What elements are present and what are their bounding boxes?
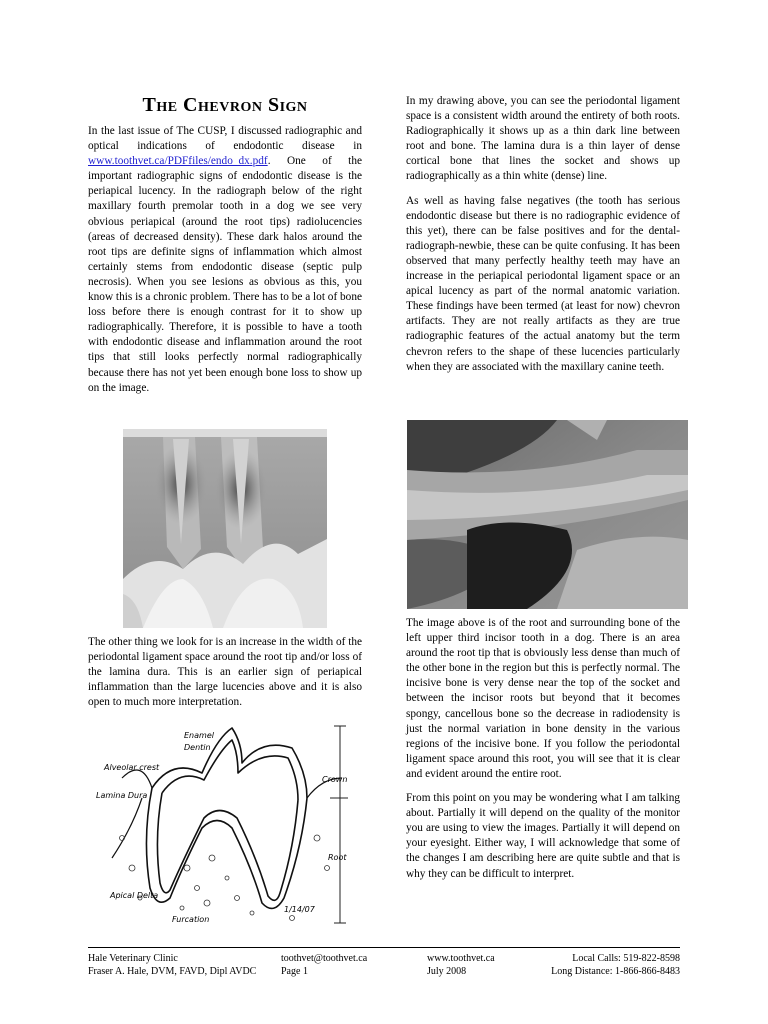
footer-website[interactable]: www.toothvet.ca (427, 953, 495, 964)
label-furcation: Furcation (172, 915, 210, 924)
right-column (406, 94, 680, 384)
incisor-radiograph (407, 420, 688, 609)
endo-dx-link[interactable]: www.toothvet.ca/PDFfiles/endo_dx.pdf (88, 155, 268, 168)
premolar-radiograph (123, 429, 327, 628)
article-title: The Chevron Sign (142, 94, 308, 116)
label-root: Root (328, 853, 347, 862)
right-paragraph-2: As well as having false negatives (the tooth has serious endodontic disease but there is no radiographic evidence of this yet), there can be false positives and for the dental-radiograph-newbie, these can be quite confusing. It has been observed that many perfectly healthy teeth may have an increase in the periapical periodontal ligament space or an apical lucency as part of the normal anatomic variation. These findings have been termed (at least for now) chevron artifacts. They are not really artifacts as they are true radiographic features of the actual anatomy but the term chevron refers to the shape of these lucencies particularly when they are associated with the maxillary canine teeth. (406, 194, 680, 373)
label-dentin: Dentin (184, 743, 211, 752)
tooth-anatomy-drawing (92, 718, 362, 928)
left-paragraph-2: The other thing we look for is an increase in the width of the periodontal ligament space around the root tip and/or loss of the lamina dura. This is an earlier sign of periapical inflammation than the large lucencies above and it is also open to much more interpretation. (88, 636, 362, 709)
footer-author: Fraser A. Hale, DVM, FAVD, Dipl AVDC (88, 966, 257, 977)
label-date: 1/14/07 (284, 905, 315, 914)
footer-email[interactable]: toothvet@toothvet.ca (281, 953, 368, 964)
footer-clinic: Hale Veterinary Clinic (88, 953, 178, 964)
label-crown: Crown (322, 775, 348, 784)
label-alveolar-crest: Alveolar crest (104, 763, 160, 772)
right-paragraph-1: In my drawing above, you can see the periodontal ligament space is a consistent width around the entirety of both roots. Radiographically it shows up as a thin dark line between root and bone. The lamina dura is a thin layer of dense cortical bone that lines the socket and shows up radiographically as a thin white (dense) line. (406, 95, 680, 183)
left-paragraph-1: In the last issue of The CUSP, I discussed radiographic and optical indications of endodontic disease in www.toothvet.ca/PDFfiles/endo_dx.pdf. One of the important radiographic signs of endodontic disease is the periapical lucency. In the radiograph below of the right maxillary fourth premolar tooth in a dog we see very obvious periapical (around the root tips) radiolucencies (areas of decreased density). These dark halos around the root tips are definite signs of inflammation which almost certainly stems from endodontic disease (septic pulp necrosis). When you see lesions as obvious as this, you know this is a chronic problem. There has to be a lot of bone loss before there is enough contrast for it to show up radiographically. Therefore, it is possible to have a tooth with endodontic disease and inflammation around the root tips that still looks perfectly normal radiographically because there has not yet been enough bone loss to show up on the image. (88, 125, 362, 394)
footer-page-number: Page 1 (281, 966, 308, 977)
label-lamina-dura: Lamina Dura (96, 791, 148, 800)
left-column (88, 124, 362, 405)
right-paragraph-4: From this point on you may be wondering what I am talking about. Partially it will depend on the quality of the monitor you are using to view the images. Partially it will depend on your eyesight. Either way, I will acknowledge that some of the changes I am describing here are quite subtle and that is why they can be difficult to interpret. (406, 792, 680, 880)
label-apical-delta: Apical Delta (110, 891, 159, 900)
footer-date: July 2008 (427, 966, 467, 977)
label-enamel: Enamel (184, 731, 214, 740)
right-paragraph-3: The image above is of the root and surrounding bone of the left upper third incisor tooth in a dog. There is an area around the root tip that is obviously less dense than much of the other bone in the region but this is perfectly normal. The incisive bone is very dense near the top of the socket and between the incisor roots but beyond that it becomes spongy, cancellous bone so the decrease in radiodensity is just the normal variation in bone density in the various regions of the incisive bone. If you follow the periodontal ligament space around this root, you will see that it is clear and evident around the entire root. (406, 617, 680, 780)
page-footer (88, 947, 680, 977)
left-column-lower (88, 635, 362, 719)
footer-local-calls: Local Calls: 519-822-8598 (572, 953, 680, 964)
right-column-lower (406, 616, 680, 891)
footer-long-distance: Long Distance: 1-866-866-8483 (551, 966, 680, 977)
